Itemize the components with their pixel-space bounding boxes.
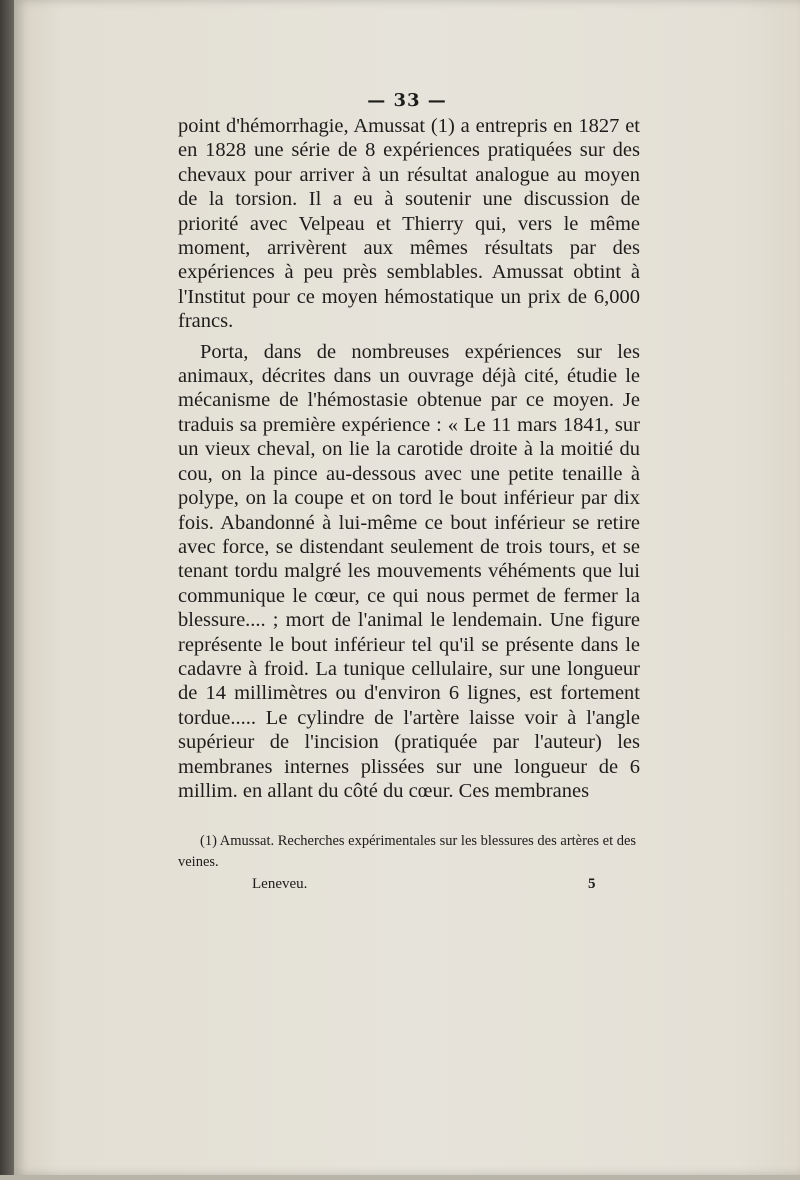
signature-mark: 5 <box>588 876 596 892</box>
book-page <box>14 0 800 1175</box>
footnote: (1) Amussat. Recherches expérimentales sur les blessures des artères et des veines. <box>178 833 637 870</box>
page-bottom-edge <box>0 1175 800 1180</box>
book-spine-shadow <box>0 0 14 1180</box>
signature-name: Leneveu. <box>252 876 308 892</box>
paragraph-porta: Porta, dans de nombreuses expériences sur les animaux, décrites dans un ouvrage déjà cité, étudie le mécanisme de l'hémostasie obtenue par ce moyen. Je traduis sa première expérience : « Le 11 mars 1841, sur un vieux cheval, on lie la carotide droite à la moitié du cou, on la pince au-dessous avec une petite tenaille à polype, on la coupe et on tord le bout inférieur par dix fois. Abandonné à lui-même ce bout inférieur se retire avec force, se distendant seulement de trois tours, et se tenant tordu malgré les mouvements véhéments que lui communique le cœur, ce qui nous permet de fermer la blessure.... ; mort de l'animal le lendemain. Une figure représente le bout inférieur tel qu'il se présente dans le cadavre à froid. La tunique cellulaire, sur une longueur de 14 millimètres ou d'environ 6 lignes, est fortement tordue..... Le cylindre de l'artère laisse voir à l'angle supérieur de l'incision (pratiquée par l'auteur) les membranes internes plissées sur une longueur de 6 millim. en allant du côté du cœur. Ces membranes <box>178 340 640 802</box>
paragraph-amussat: point d'hémorrhagie, Amussat (1) a entrepris en 1827 et en 1828 une série de 8 expériences pratiquées sur des chevaux pour arriver à un résultat analogue au moyen de la torsion. Il a eu à soutenir une discussion de priorité avec Velpeau et Thierry qui, vers le même moment, arrivèrent aux mêmes résultats par des expériences à peu près semblables. Amussat obtint à l'Institut pour ce moyen hémostatique un prix de 6,000 francs. <box>178 115 640 333</box>
page-number: — 33 — <box>367 90 447 111</box>
body-text <box>178 114 640 803</box>
